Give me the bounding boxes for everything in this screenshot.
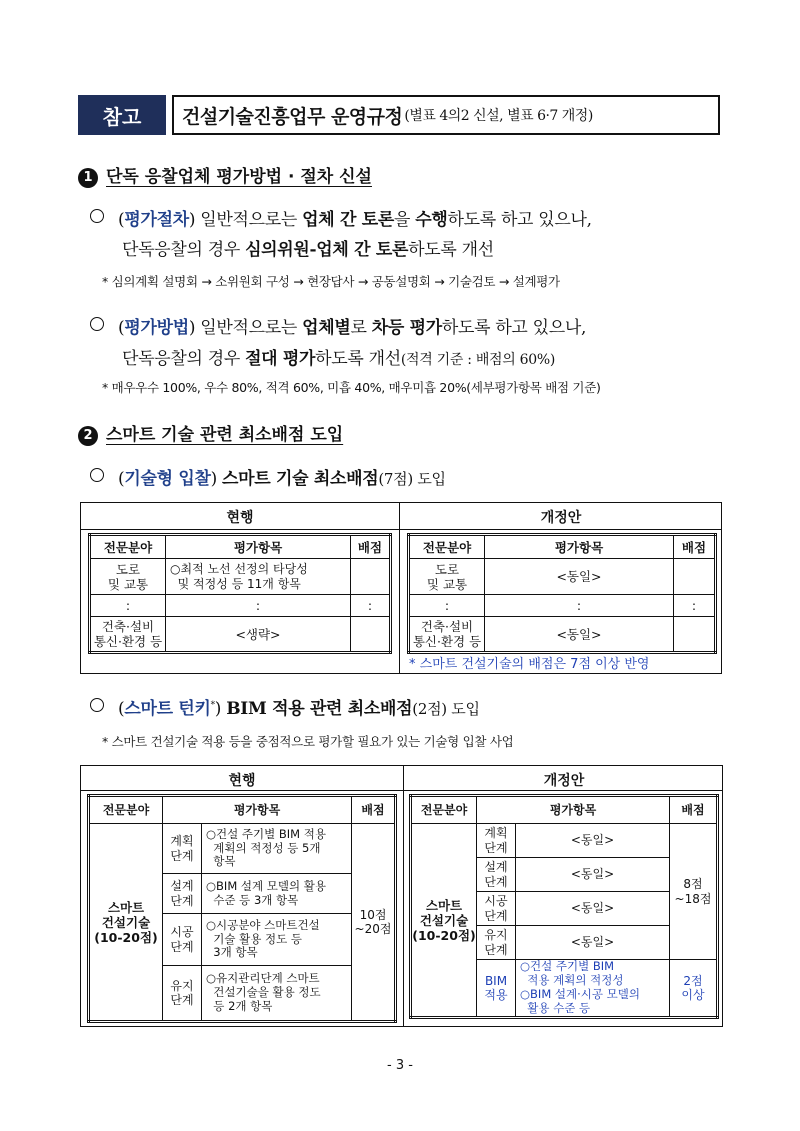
- page-number: - 3 -: [387, 1058, 413, 1073]
- col-header: 전문분야: [411, 796, 477, 824]
- section-2-note: * 스마트 건설기술 적용 등을 중점적으로 평가할 필요가 있는 기술형 입찰 사업: [102, 734, 514, 749]
- cell-score: 10점 ~20점: [352, 824, 396, 1022]
- table-row: [90, 559, 391, 595]
- cell-field: 스마트 건설기술 (10-20점): [89, 824, 163, 1022]
- document-title-note: (별표 4의2 신설, 별표 6·7 개정): [404, 108, 593, 124]
- text-run-bold: 심의위원-업체 간 토론: [245, 240, 409, 260]
- cell-item: ○건설 주기별 BIM 적용 계획의 적정성 등 5개 항목: [202, 824, 352, 874]
- cell-item: <동일>: [516, 926, 670, 960]
- cell-field: 건축·설비 통신·환경 등: [409, 617, 485, 653]
- col-header: 배점: [352, 796, 396, 824]
- text-run-bold: 차등 평가: [371, 318, 442, 338]
- table-1-revised: [407, 533, 717, 654]
- col-header: 전문분야: [409, 535, 485, 559]
- divider: [403, 766, 404, 1026]
- col-header: 전문분야: [90, 535, 166, 559]
- col-header: 배점: [674, 535, 716, 559]
- table-2-current: [87, 794, 397, 1023]
- col-header: 평가항목: [477, 796, 670, 824]
- cell-field: 도로 및 교통: [90, 559, 166, 595]
- table-1-revised-note: * 스마트 건설기술의 배점은 7점 이상 반영: [409, 657, 650, 672]
- cell-field: :: [90, 595, 166, 617]
- circle-bullet-icon: [90, 698, 104, 712]
- item-label: 평가방법: [124, 318, 189, 338]
- section-2-item-2: (스마트 턴키*) BIM 적용 관련 최소배점(2점) 도입: [90, 694, 480, 719]
- table-row: [90, 617, 391, 653]
- table-2-revised-label: 개정안: [543, 773, 585, 789]
- cell-field: :: [409, 595, 485, 617]
- cell-item: <동일>: [485, 617, 674, 653]
- cell-item: ○최적 노선 선정의 타당성 및 적정성 등 11개 항목: [166, 559, 351, 595]
- section-2-title: 스마트 기술 관련 최소배점 도입: [106, 425, 344, 445]
- section-2-heading: [78, 420, 343, 446]
- text-run-bold: 업체 간 토론: [302, 210, 394, 230]
- cell-item: :: [166, 595, 351, 617]
- table-row: [409, 559, 716, 595]
- table-1-revised-label: 개정안: [540, 510, 582, 526]
- text-run: 하도록 개선: [315, 349, 401, 369]
- cell-score: :: [351, 595, 391, 617]
- table-row: [89, 824, 396, 874]
- cell-stage: 설계 단계: [163, 874, 202, 914]
- cell-score: 8점 ~18점: [670, 824, 718, 960]
- table-row: [411, 824, 718, 858]
- table-2-frame: [80, 765, 723, 1027]
- table-1-current-label: 현행: [226, 510, 254, 526]
- cell-score-bim: 2점 이상: [670, 960, 718, 1018]
- col-header: 전문분야: [89, 796, 163, 824]
- document-title: 건설기술진흥업무 운영규정: [182, 105, 403, 128]
- col-header: 평가항목: [485, 535, 674, 559]
- cell-stage: 시공 단계: [163, 914, 202, 966]
- cell-item: <동일>: [516, 824, 670, 858]
- section-1-item-1-line-2: [122, 235, 494, 260]
- col-header: 평가항목: [166, 535, 351, 559]
- section-1-item-2-line-2: [122, 344, 555, 369]
- section-2-number: 2: [78, 426, 98, 446]
- text-run-bold: 절대 평가: [245, 349, 316, 369]
- table-2-current-label: 현행: [228, 773, 256, 789]
- table-row: [409, 595, 716, 617]
- cell-score: [351, 559, 391, 595]
- text-run: 단독응찰의 경우: [122, 349, 246, 369]
- col-header: 배점: [351, 535, 391, 559]
- text-run: (7점) 도입: [378, 470, 446, 488]
- section-1-heading: [78, 162, 372, 188]
- table-row: [90, 595, 391, 617]
- cell-item: ○시공분야 스마트건설 기술 활용 정도 등 3개 항목: [202, 914, 352, 966]
- cell-item: <동일>: [516, 858, 670, 892]
- item-label: 평가절차: [124, 210, 189, 230]
- text-run: 일반적으로는: [200, 318, 303, 338]
- footnote-marker: *: [210, 700, 215, 711]
- text-run: 을: [393, 210, 416, 230]
- text-run: 로: [350, 318, 372, 338]
- cell-stage: 시공 단계: [477, 892, 516, 926]
- col-header: 평가항목: [163, 796, 352, 824]
- section-1-item-1: (평가절차) 일반적으로는 업체 간 토론을 수행하도록 하고 있으나,: [90, 205, 592, 230]
- item-label: 기술형 입찰: [124, 469, 211, 489]
- cell-stage: 계획 단계: [163, 824, 202, 874]
- circle-bullet-icon: [90, 209, 104, 223]
- cell-score: [674, 617, 716, 653]
- cell-stage: 유지 단계: [163, 966, 202, 1022]
- cell-stage-bim: BIM 적용: [477, 960, 516, 1018]
- col-header: 배점: [670, 796, 718, 824]
- text-run: (2점) 도입: [412, 700, 480, 718]
- text-run: 하도록 개선: [408, 240, 494, 260]
- cell-item: <생략>: [166, 617, 351, 653]
- cell-score: [674, 559, 716, 595]
- text-run-bold: 스마트 기술 최소배점: [222, 469, 379, 489]
- cell-field: 스마트 건설기술 (10-20점): [411, 824, 477, 1018]
- cell-stage: 계획 단계: [477, 824, 516, 858]
- cell-item: <동일>: [485, 559, 674, 595]
- cell-stage: 설계 단계: [477, 858, 516, 892]
- cell-item: :: [485, 595, 674, 617]
- text-run: 일반적으로는: [200, 210, 303, 230]
- cell-item: ○BIM 설계 모델의 활용 수준 등 3개 항목: [202, 874, 352, 914]
- section-1-title: 단독 응찰업체 평가방법 · 절차 신설: [106, 167, 372, 187]
- cell-item: <동일>: [516, 892, 670, 926]
- divider: [81, 790, 722, 791]
- section-1-number: 1: [78, 168, 98, 188]
- cell-score: [351, 617, 391, 653]
- circle-bullet-icon: [90, 468, 104, 482]
- text-run: 하도록 하고 있으나,: [441, 318, 587, 338]
- cell-item: ○유지관리단계 스마트 건설기술을 활용 정도 등 2개 항목: [202, 966, 352, 1022]
- text-run-bold: 수행: [415, 210, 448, 230]
- item-label: 스마트 턴키: [124, 699, 211, 719]
- table-1-frame: [80, 502, 722, 674]
- text-run: 하도록 하고 있으나,: [447, 210, 592, 230]
- section-1-item-2: (평가방법) 일반적으로는 업체별로 차등 평가하도록 하고 있으나,: [90, 313, 586, 338]
- cell-field: 도로 및 교통: [409, 559, 485, 595]
- text-run-small: (적격 기준 : 배점의 60%): [400, 352, 556, 368]
- section-2-item-1: (기술형 입찰) 스마트 기술 최소배점(7점) 도입: [90, 464, 446, 489]
- cell-stage: 유지 단계: [477, 926, 516, 960]
- text-run-bold: 업체별: [302, 318, 351, 338]
- divider: [81, 529, 721, 530]
- cell-item-bim: ○건설 주기별 BIM 적용 계획의 적정성 ○BIM 설계·시공 모델의 활용 수준 등: [516, 960, 670, 1018]
- section-1-note-2: * 매우우수 100%, 우수 80%, 적격 60%, 미흡 40%, 매우미흡 20%(세부평가항목 배점 기준): [102, 380, 601, 395]
- text-run: 단독응찰의 경우: [122, 240, 246, 260]
- text-run-bold: BIM 적용 관련 최소배점: [226, 699, 413, 719]
- table-2-revised: [409, 794, 719, 1019]
- section-1-note-1: * 심의계획 설명회 → 소위원회 구성 → 현장답사 → 공동설명회 → 기술검토 → 설계평가: [102, 274, 560, 289]
- cell-field: 건축·설비 통신·환경 등: [90, 617, 166, 653]
- table-1-current: [88, 533, 392, 654]
- circle-bullet-icon: [90, 317, 104, 331]
- cell-score: :: [674, 595, 716, 617]
- table-row: [409, 617, 716, 653]
- document-title-box: [172, 95, 720, 135]
- reference-tag: 참고: [78, 95, 166, 135]
